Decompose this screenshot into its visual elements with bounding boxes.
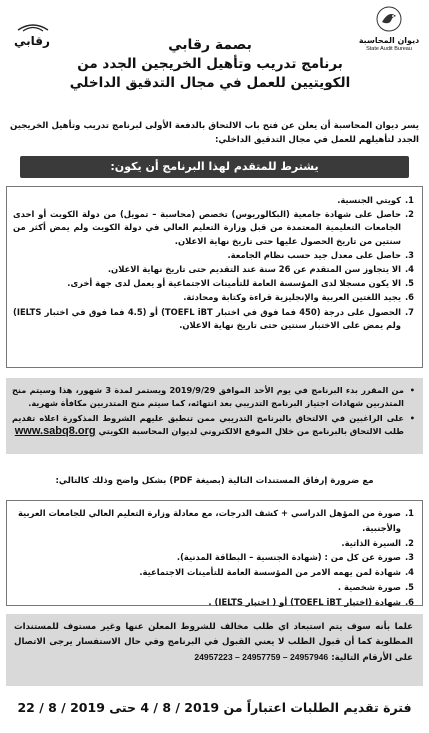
documents-box bbox=[6, 500, 423, 606]
documents-list bbox=[13, 506, 414, 610]
requirements-box bbox=[6, 186, 423, 368]
header bbox=[0, 0, 429, 91]
attachments-heading: مع ضرورة إرفاق المستندات التالية (بصيغة PDF) بشكل واضح وذلك كالتالي: bbox=[55, 476, 374, 486]
falcon-emblem-icon bbox=[376, 6, 402, 32]
note-item: • على الراغبين في الالتحاق بالبرنامج التدريبي ممن تنطبق عليهم الشروط المذكورة اعلاه تقديم طلب الالتحاق بالبرنامج من خلال الموقع الالكتروني لديوان المحاسبة الكويتي www.sabq8.org bbox=[12, 412, 415, 437]
requirement-item: 6. يجيد اللغتين العربية والإنجليزية قراءة وكتابة ومحادثة. bbox=[183, 292, 414, 303]
document-item: 1. صورة من المؤهل الدراسي + كشف الدرجات، مع معادلة وزارة التعليم العالي للجامعات العربية والأجنبية. bbox=[17, 508, 414, 533]
raqabi-logo bbox=[14, 22, 54, 50]
document-item: 6. شهادة (اختبار TOEFL iBT) أو ( اختبار IELTS) . bbox=[208, 596, 414, 607]
requirement-item: 4. الا يتجاوز سن المتقدم عن 26 سنة عند التقديم حتى تاريخ نهاية الاعلان. bbox=[107, 264, 414, 275]
requirements-list bbox=[13, 194, 414, 332]
end-date: 22 / 8 / 2019 bbox=[17, 700, 105, 715]
requirement-item: 5. الا يكون مسجلا لدى المؤسسة العامة للتأمينات الاجتماعية أو يعمل لدى جهة أخرى. bbox=[67, 278, 414, 289]
title-block bbox=[60, 36, 360, 93]
program-notes-box bbox=[6, 378, 423, 454]
website-link[interactable]: www.sabq8.org bbox=[14, 424, 96, 437]
application-period: فترة تقديم الطلبات اعتباراً من 4 / 8 / 2019 حتى 22 / 8 / 2019 bbox=[17, 700, 412, 715]
requirement-item: 2. حاصل على شهادة جامعية (البكالوريوس) تخصص (محاسبة – تمويل) من دولة الكويت أو احدى الجامعات التعليمية المعتمدة من قبل وزارة التعليم العالي في دولة الكويت ولم يمض أكثر من سنتين من تاريخ الحصول عليها حتى تاريخ نهاية الاعلان. bbox=[13, 209, 414, 246]
requirement-item: 7. الحصول على درجة (450 فما فوق في اختبار TOEFL iBT) أو (4.5 فما فوق في اختبار IELTS) ولم يمض على الاختبار سنتين حتى تاريخ نهاية الاعلان. bbox=[13, 306, 414, 330]
requirement-item: 3. حاصل على معدل جيد حسب نظام الجامعة. bbox=[227, 249, 414, 260]
intro-paragraph: يسر ديوان المحاسبة أن يعلن عن فتح باب الالتحاق بالدفعة الأولى لبرنامج تدريب وتأهيل الخريجين الجدد لتأهيلهم للعمل في مجال التدقيق الداخلي: bbox=[10, 121, 419, 145]
page-title: بصمة رقابي bbox=[168, 37, 252, 53]
state-audit-bureau-logo bbox=[357, 6, 421, 64]
bureau-name-arabic: ديوان المحاسبة bbox=[358, 36, 420, 45]
bureau-name-english: State Audit Bureau bbox=[366, 46, 412, 52]
program-notes-list bbox=[12, 384, 415, 437]
subtitle-line-2: الكويتيين للعمل في مجال التدقيق الداخلي bbox=[69, 75, 351, 91]
document-item: 5. صورة شخصية . bbox=[337, 581, 414, 592]
document-item: 4. شهادة لمن يهمه الامر من المؤسسة العامة للتأمينات الاجتماعية. bbox=[139, 567, 414, 578]
contact-phone-numbers: 24957223 – 24957759 – 24957946 bbox=[194, 652, 329, 662]
subtitle-line-1: برنامج تدريب وتأهيل الخريجين الجدد من bbox=[77, 56, 343, 72]
document-item: 3. صورة عن كل من : (شهادة الجنسية – البطاقة المدنية). bbox=[176, 552, 414, 563]
start-date: 4 / 8 / 2019 bbox=[140, 700, 220, 715]
requirements-banner: يشترط للمتقدم لهذا البرنامج أن يكون: bbox=[20, 156, 409, 178]
note-item: • من المقرر بدء البرنامج في يوم الأحد الموافق 2019/9/29 ويستمر لمدة 3 شهور، هذا وسيتم منح المتدربين شهادات اجتياز البرنامج التدريبي بعد انتهائه، كما سيتم منح المتدربين مكافأة شهرية. bbox=[12, 384, 415, 409]
raqabi-logo-text: رقابي bbox=[14, 34, 50, 48]
document-item: 2. السيرة الذاتية. bbox=[341, 537, 414, 548]
requirement-item: 1. كويتي الجنسية. bbox=[337, 195, 414, 205]
fingerprint-mark-icon bbox=[16, 22, 50, 32]
closing-notice: علما بأنه سوف يتم استبعاد اي طلب مخالف للشروط المعلن عنها وغير مستوف للمستندات المطلوبة كما أن قبول الطلب لا يعني القبول في البرنامج وفي حال الاستفسار يرجى الاتصال على الأرقام التالية: 24957223 – 24957759 – 24957946 bbox=[6, 614, 423, 686]
